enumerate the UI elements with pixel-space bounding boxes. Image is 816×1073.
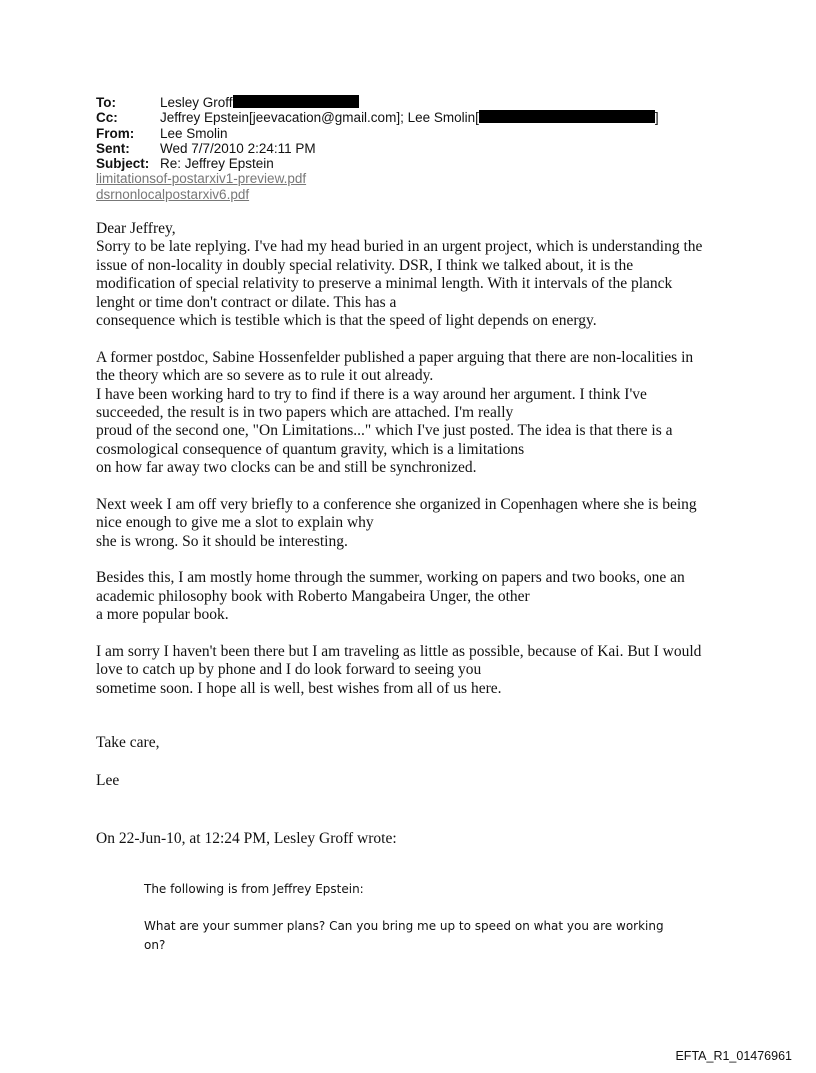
body-line: Besides this, I am mostly home through the summer, working on papers and two books, one an xyxy=(96,569,685,587)
body-line: nice enough to give me a slot to explain why xyxy=(96,514,374,532)
cc-value: Jeffrey Epstein[jeevacation@gmail.com]; Lee Smolin[ xyxy=(160,110,479,126)
redaction-bar xyxy=(479,110,655,123)
body-line: academic philosophy book with Roberto Mangabeira Unger, the other xyxy=(96,587,530,605)
quoted-line: What are your summer plans? Can you bring me up to speed on what you are working xyxy=(144,919,664,933)
subject-row xyxy=(96,156,659,171)
quoted-line: on? xyxy=(144,937,166,952)
body-line: I am sorry I haven't been there but I am traveling as little as possible, because of Kai. But I would xyxy=(96,642,702,660)
quote-header: On 22-Jun-10, at 12:24 PM, Lesley Groff wrote: xyxy=(96,830,397,847)
to-label: To: xyxy=(96,95,116,110)
body-line: A former postdoc, Sabine Hossenfelder published a paper arguing that there are non-localities in xyxy=(96,348,694,366)
body-line: cosmological consequence of quantum gravity, which is a limitations xyxy=(96,440,525,458)
signature: Lee xyxy=(96,772,120,789)
body-line: sometime soon. I hope all is well, best wishes from all of us here. xyxy=(96,679,502,697)
subject-label: Subject: xyxy=(96,156,150,172)
to-value: Lesley Groff xyxy=(160,95,233,110)
paragraph xyxy=(96,349,756,478)
cc-row xyxy=(96,110,659,125)
from-value: Lee Smolin xyxy=(160,125,228,141)
sent-row xyxy=(96,141,659,156)
body-line: lenght or time don't contract or dilate. This has a xyxy=(96,293,397,311)
attachment-link[interactable]: limitationsof-postarxiv1-preview.pdf xyxy=(96,171,307,187)
body-line: Sorry to be late replying. I've had my head buried in an urgent project, which is understanding the xyxy=(96,238,703,256)
body-line: Next week I am off very briefly to a conference she organized in Copenhagen where she is being xyxy=(96,495,697,513)
body-line: the theory which are so severe as to rule it out already. xyxy=(96,367,434,385)
paragraph xyxy=(96,643,756,698)
redaction-bar xyxy=(233,95,359,108)
attachment-link[interactable]: dsrnonlocalpostarxiv6.pdf xyxy=(96,186,250,202)
to-row xyxy=(96,95,659,110)
body-line: a more popular book. xyxy=(96,606,229,624)
paragraph xyxy=(96,238,756,330)
subject-value: Re: Jeffrey Epstein xyxy=(160,156,274,172)
from-row xyxy=(96,126,659,141)
quoted-message xyxy=(144,880,664,954)
body-line: issue of non-locality in doubly special relativity. DSR, I think we talked about, it is the xyxy=(96,256,634,274)
body-line: she is wrong. So it should be interesting. xyxy=(96,532,348,550)
email-body xyxy=(96,220,756,698)
document-id: EFTA_R1_01476961 xyxy=(675,1049,792,1063)
greeting: Dear Jeffrey, xyxy=(96,220,176,237)
quoted-line: The following is from Jeffrey Epstein: xyxy=(144,882,364,896)
body-line: modification of special relativity to preserve a minimal length. With it intervals of the planck xyxy=(96,275,673,293)
body-line: proud of the second one, "On Limitations..." which I've just posted. The idea is that there is a xyxy=(96,422,673,440)
body-line: consequence which is testible which is that the speed of light depends on energy. xyxy=(96,311,597,329)
closing: Take care, xyxy=(96,734,160,751)
cc-label: Cc: xyxy=(96,110,118,126)
from-label: From: xyxy=(96,125,135,141)
email-header xyxy=(96,95,659,202)
sent-value: Wed 7/7/2010 2:24:11 PM xyxy=(160,140,316,156)
sent-label: Sent: xyxy=(96,140,130,156)
body-line: succeeded, the result is in two papers which are attached. I'm really xyxy=(96,403,514,421)
paragraph xyxy=(96,496,756,551)
cc-tail: ] xyxy=(654,110,659,126)
body-line: I have been working hard to try to find if there is a way around her argument. I think I've xyxy=(96,385,647,403)
paragraph xyxy=(96,569,756,624)
body-line: love to catch up by phone and I do look forward to seeing you xyxy=(96,661,482,679)
body-line: on how far away two clocks can be and still be synchronized. xyxy=(96,459,477,477)
